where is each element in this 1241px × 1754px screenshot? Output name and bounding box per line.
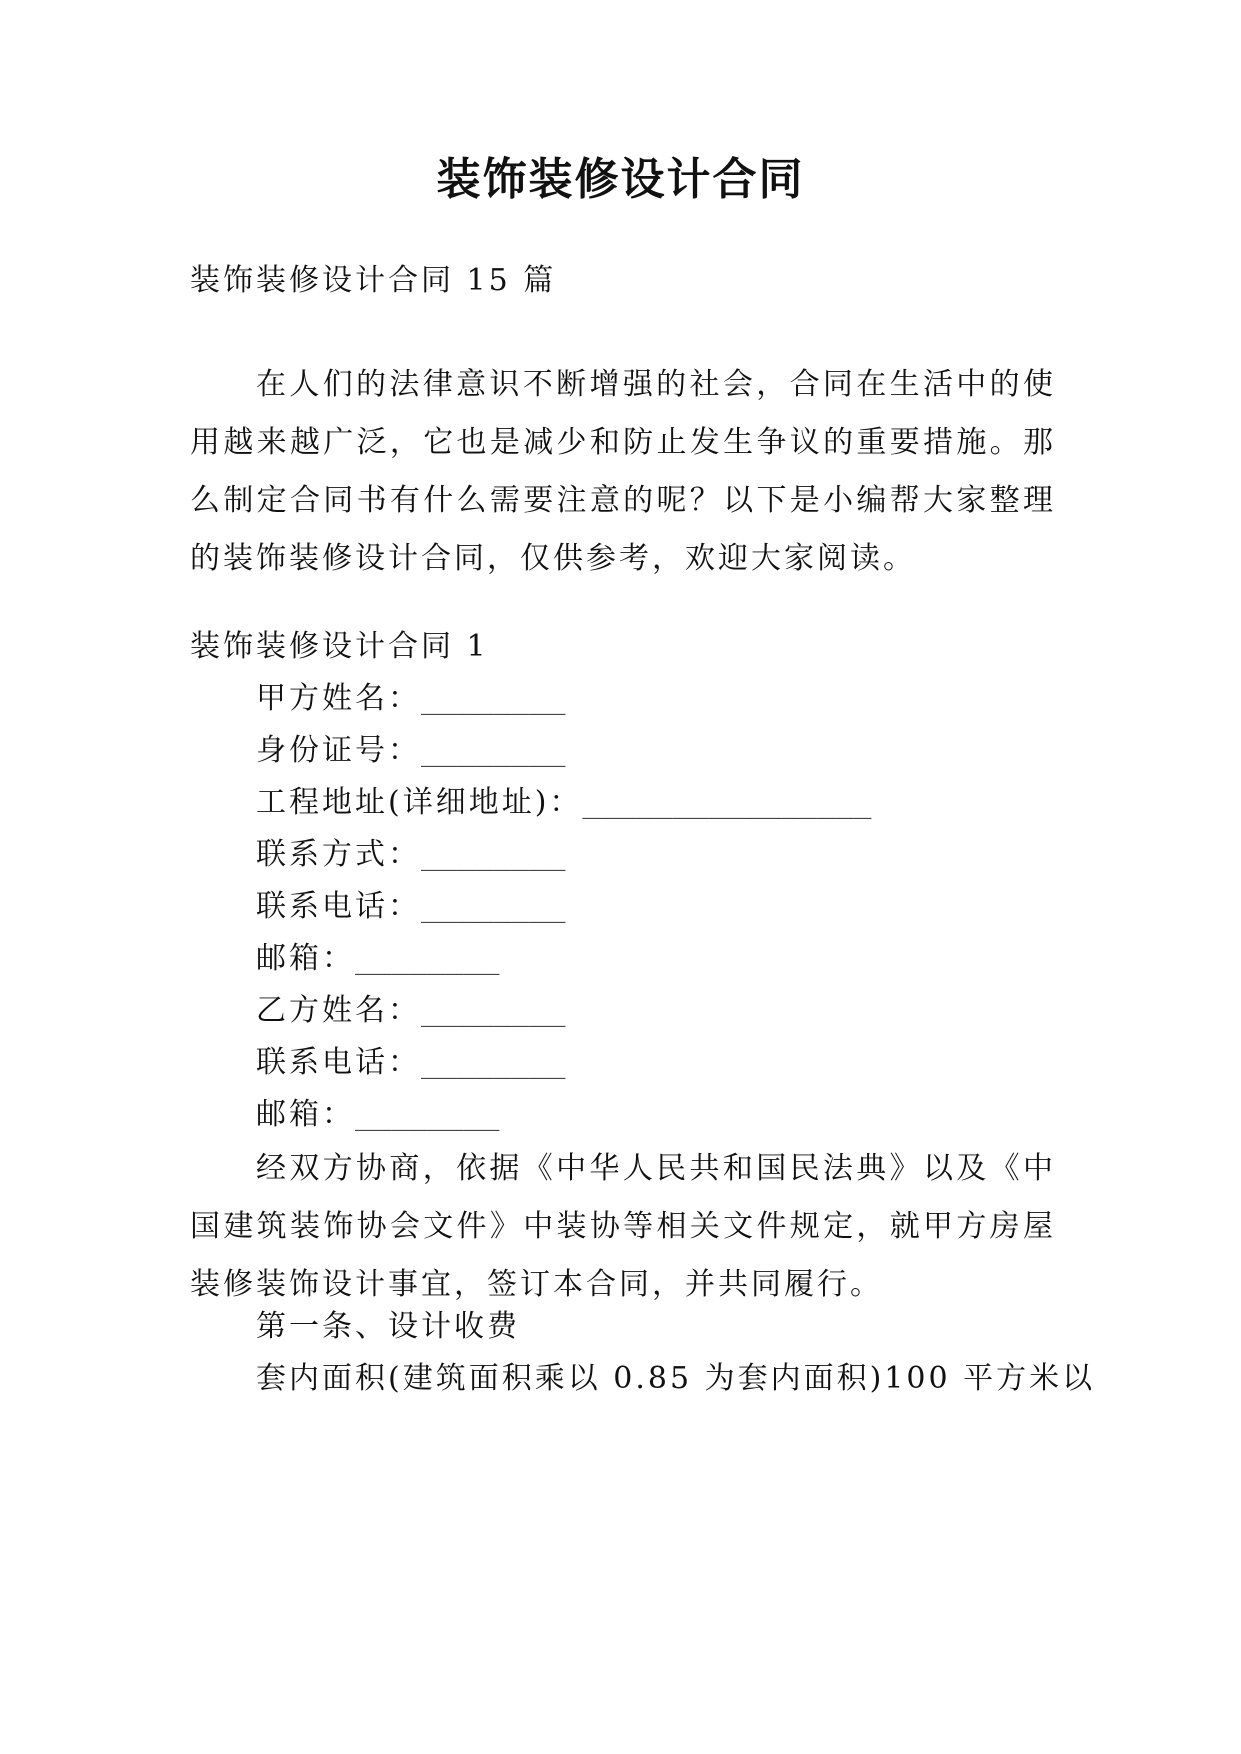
field-contact-method xyxy=(256,826,1126,884)
article-1-heading: 第一条、设计收费 xyxy=(256,1309,520,1344)
fill-blank: ________ xyxy=(421,837,566,872)
fill-blank: ________ xyxy=(421,889,566,924)
fill-blank: ________ xyxy=(421,681,566,716)
field-party-a-email xyxy=(256,930,1126,988)
fill-blank: ________ xyxy=(421,1045,566,1080)
field-label: 联系电话： xyxy=(256,1045,421,1080)
field-party-b-email xyxy=(256,1086,1126,1144)
field-label: 身份证号： xyxy=(256,733,421,768)
agreement-paragraph: 经双方协商，依据《中华人民共和国民法典》以及《中国建筑装饰协会文件》中装协等相关文件规定，就甲方房屋装修装饰设计事宜，签订本合同，并共同履行。 xyxy=(190,1151,1056,1302)
field-party-b-name xyxy=(256,982,1126,1040)
section-heading: 装饰装修设计合同 1 xyxy=(190,629,489,664)
field-party-a-phone xyxy=(256,878,1126,936)
field-party-a-name xyxy=(256,670,1126,728)
field-label: 甲方姓名： xyxy=(256,681,421,716)
document-title: 装饰装修设计合同 xyxy=(436,154,805,205)
field-label: 乙方姓名： xyxy=(256,993,421,1028)
fill-blank: ________ xyxy=(355,941,500,976)
field-label: 邮箱： xyxy=(256,1097,355,1132)
field-label: 联系方式： xyxy=(256,837,421,872)
fill-blank: ________ xyxy=(421,993,566,1028)
document-subtitle: 装饰装修设计合同 15 篇 xyxy=(190,263,557,298)
fill-blank: ________ xyxy=(421,733,566,768)
field-party-b-phone xyxy=(256,1034,1126,1092)
field-project-address xyxy=(256,774,1126,832)
field-label: 邮箱： xyxy=(256,941,355,976)
field-id-number xyxy=(256,722,1126,780)
intro-paragraph: 在人们的法律意识不断增强的社会，合同在生活中的使用越来越广泛，它也是减少和防止发生争议的重要措施。那么制定合同书有什么需要注意的呢？以下是小编帮大家整理的装饰装修设计合同，仅供参考，欢迎大家阅读。 xyxy=(190,367,1056,576)
article-1-text: 套内面积(建筑面积乘以 0.85 为套内面积)100 平方米以 xyxy=(256,1361,1096,1396)
fill-blank: ________ xyxy=(355,1097,500,1132)
fill-blank: ________________ xyxy=(582,785,872,820)
field-label: 联系电话： xyxy=(256,889,421,924)
field-label: 工程地址(详细地址)： xyxy=(256,785,583,820)
